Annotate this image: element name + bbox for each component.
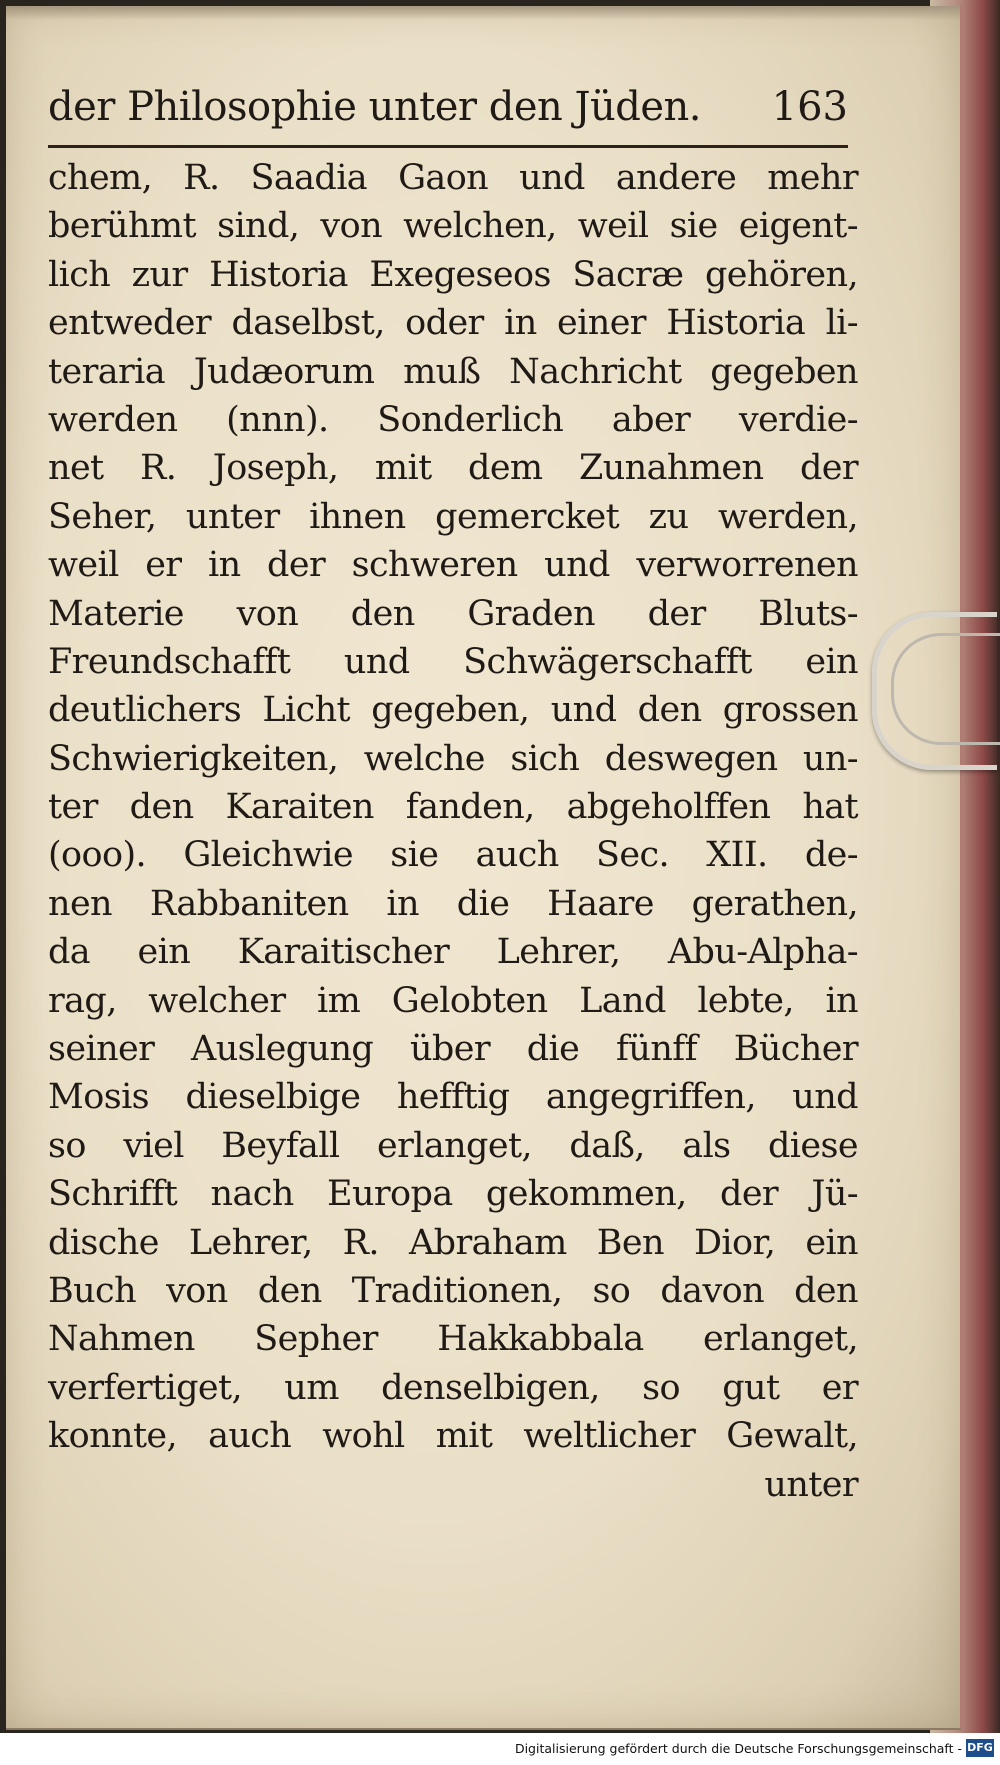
text-line: konnte, auch wohl mit weltlicher Gewalt, [48,1416,858,1457]
text-line: chem, R. Saadia Gaon und andere mehr [48,158,858,198]
book-page [6,6,962,1730]
text-line: net R. Joseph, mit dem Zunahmen der [48,448,858,489]
text-line: (ooo). Gleichwie sie auch Sec. XII. de- [48,835,858,876]
text-line: da ein Karaitischer Lehrer, Abu-Alpha- [48,932,858,973]
footer-bar [0,1733,1000,1765]
text-line: Nahmen Sepher Hakkabbala erlanget, [48,1319,858,1360]
text-line: verfertiget, um denselbigen, so gut er [48,1367,858,1408]
text-line: Schrifft nach Europa gekommen, der Jü- [48,1174,858,1215]
running-title: der Philosophie unter den Jüden. [48,84,702,130]
text-line: Seher, unter ihnen gemercket zu werden, [48,496,858,537]
paper-clip-inner-loop [891,633,1000,745]
footer-credit: Digitalisierung gefördert durch die Deutsche Forschungsgemeinschaft - [514,1741,962,1756]
text-line: deutlichers Licht gegeben, und den grossen [48,690,858,731]
text-line: Materie von den Graden der Bluts- [48,593,858,634]
text-line: Schwierigkeiten, welche sich deswegen un- [48,738,858,779]
text-line: werden (nnn). Sonderlich aber verdie- [48,399,858,440]
dfg-logo: DFG [966,1739,994,1757]
text-line: seiner Auslegung über die fünff Bücher [48,1029,858,1070]
text-line: teraria Judæorum muß Nachricht gegeben [48,351,858,392]
text-line: ter den Karaiten fanden, abgeholffen hat [48,787,858,828]
page-number: 163 [771,84,848,130]
text-line: Buch von den Traditionen, so davon den [48,1270,858,1311]
page-top-shadow [6,6,960,20]
body-text [48,154,858,1509]
text-line: entweder daselbst, oder in einer Historia li- [48,303,858,344]
catchword: unter [764,1464,858,1505]
paper-clip [872,612,997,770]
text-line: berühmt sind, von welchen, weil sie eigent- [48,206,858,247]
text-line: nen Rabbaniten in die Haare gerathen, [48,883,858,924]
text-line: Mosis dieselbige hefftig angegriffen, und [48,1077,858,1118]
text-line: dische Lehrer, R. Abraham Ben Dior, ein [48,1222,858,1263]
text-line: lich zur Historia Exegeseos Sacræ gehören, [48,254,858,295]
text-line: weil er in der schweren und verworrenen [48,545,858,586]
text-line: Freundschafft und Schwägerschafft ein [48,641,858,682]
text-line: so viel Beyfall erlanget, daß, als diese [48,1125,858,1166]
header-rule [48,145,848,148]
page-header [48,84,848,144]
text-line: rag, welcher im Gelobten Land lebte, in [48,980,858,1021]
